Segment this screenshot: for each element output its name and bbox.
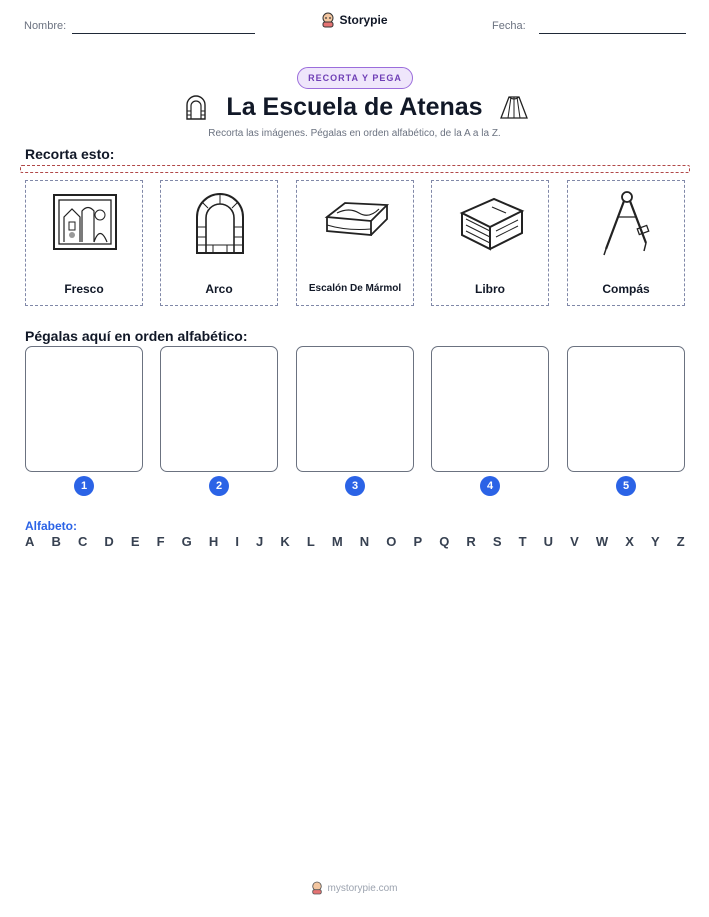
alphabet-letter: V [570, 534, 579, 549]
number-badge: 3 [345, 476, 365, 496]
cut-line [20, 165, 690, 173]
alphabet-letter: T [518, 534, 527, 549]
page-title: La Escuela de Atenas [226, 93, 483, 121]
alphabet-letter: K [280, 534, 290, 549]
alphabet-letter: W [595, 534, 609, 549]
paste-box-5[interactable] [567, 346, 685, 472]
alphabet-letter: X [625, 534, 634, 549]
cut-card-escalon[interactable] [296, 180, 414, 306]
number-badge: 1 [74, 476, 94, 496]
paste-box-2[interactable] [160, 346, 278, 472]
alphabet-letter: U [543, 534, 554, 549]
paste-box-1[interactable] [25, 346, 143, 472]
activity-badge: RECORTA Y PEGA [297, 67, 413, 89]
alphabet-letter: R [466, 534, 476, 549]
instructions: Recorta las imágenes. Pégalas en orden alfabético, de la A a la Z. [208, 128, 501, 139]
alphabet-letter: M [331, 534, 343, 549]
paste-section-heading: Pégalas aquí en orden alfabético: [25, 328, 248, 344]
alphabet-letter: B [51, 534, 61, 549]
card-label: Arco [205, 282, 233, 296]
paste-box-4[interactable] [431, 346, 549, 472]
cut-card-compas[interactable] [567, 180, 685, 306]
paste-box-3[interactable] [296, 346, 414, 472]
alphabet-letter: O [386, 534, 397, 549]
storypie-mascot-icon [321, 12, 335, 28]
name-line [72, 33, 255, 34]
alphabet-letter: A [25, 534, 35, 549]
date-label: Fecha: [492, 20, 526, 32]
card-label: Libro [475, 282, 505, 296]
alphabet-letter: F [156, 534, 165, 549]
date-line [539, 33, 686, 34]
alphabet-letter: S [492, 534, 502, 549]
marble-step-icon [321, 187, 391, 257]
number-badge: 5 [616, 476, 636, 496]
cut-card-fresco[interactable] [25, 180, 143, 306]
footer-url[interactable]: mystorypie.com [327, 882, 398, 894]
cut-card-libro[interactable] [431, 180, 549, 306]
alphabet-letter: H [208, 534, 219, 549]
alphabet-letter: J [256, 534, 264, 549]
alphabet-letter: Z [676, 534, 685, 549]
alphabet-letter: P [413, 534, 423, 549]
brand-logo [0, 12, 709, 33]
card-label: Compás [602, 282, 650, 296]
alphabet-letter: Y [650, 534, 660, 549]
number-badge: 2 [209, 476, 229, 496]
toga-icon [499, 94, 529, 120]
alphabet-letter: G [181, 534, 192, 549]
alphabet-row [25, 534, 685, 549]
footer [0, 881, 709, 900]
brand-name: Storypie [339, 13, 388, 27]
storypie-mascot-icon [311, 881, 323, 895]
card-label: Escalón De Mármol [308, 283, 402, 294]
fresco-icon [50, 187, 120, 257]
alphabet-letter: C [77, 534, 88, 549]
compass-icon [592, 187, 662, 257]
arch-icon [185, 187, 255, 257]
book-icon [456, 187, 526, 257]
alphabet-letter: E [130, 534, 140, 549]
alphabet-heading: Alfabeto: [25, 519, 77, 533]
alphabet-letter: Q [439, 534, 450, 549]
alphabet-letter: D [104, 534, 114, 549]
name-label: Nombre: [24, 20, 67, 32]
cut-card-arco[interactable] [160, 180, 278, 306]
card-label: Fresco [64, 282, 104, 296]
cut-section-heading: Recorta esto: [25, 146, 115, 162]
alphabet-letter: I [235, 534, 239, 549]
number-badge: 4 [480, 476, 500, 496]
alphabet-letter: L [306, 534, 315, 549]
alphabet-letter: N [359, 534, 370, 549]
